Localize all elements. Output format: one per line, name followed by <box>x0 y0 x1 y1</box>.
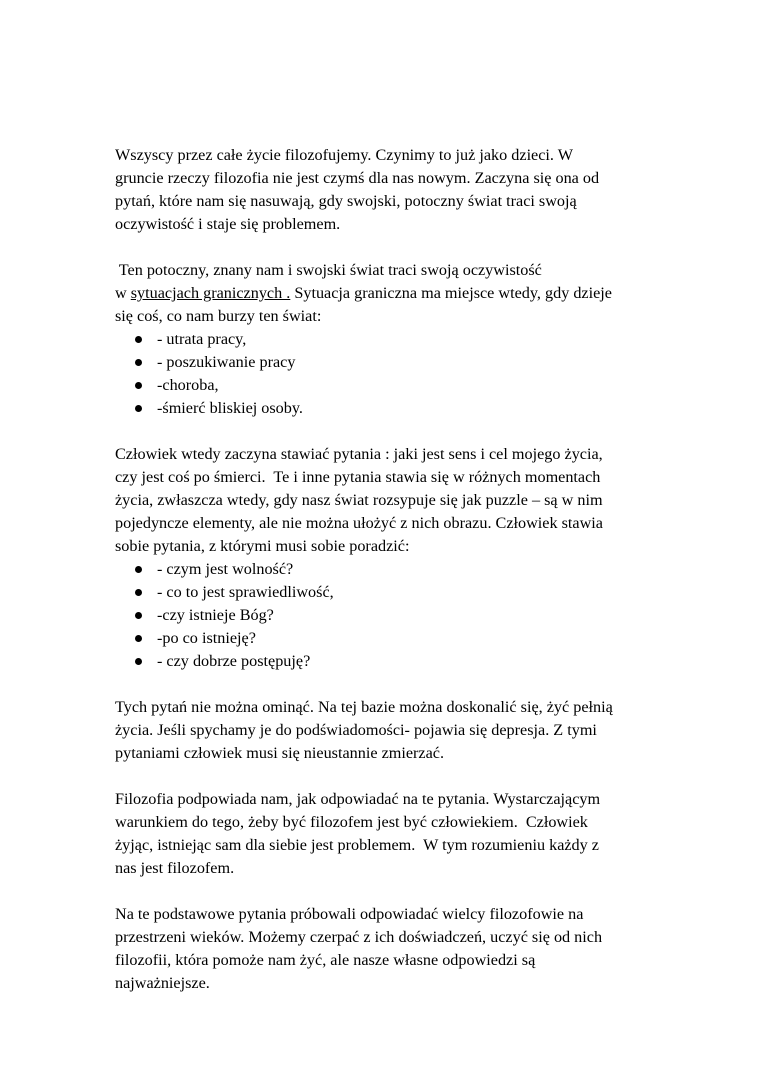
text-line: Na te podstawowe pytania próbowali odpowiadać wielcy filozofowie na <box>115 905 584 923</box>
list-item <box>115 650 675 673</box>
underlined-term: sytuacjach granicznych . <box>130 284 291 302</box>
list-item <box>115 558 675 581</box>
text-line: Ten potoczny, znany nam i swojski świat traci swoją oczywistość <box>115 261 542 279</box>
paragraph-spacer <box>115 236 675 259</box>
list-item-text: - utrata pracy, <box>157 330 247 348</box>
text-line: gruncie rzeczy filozofia nie jest czymś dla nas nowym. Zaczyna się ona od <box>115 169 600 187</box>
bullet-icon <box>135 336 142 343</box>
text-line: Człowiek wtedy zaczyna stawiać pytania : jaki jest sens i cel mojego życia, <box>115 445 603 463</box>
list-item-text: - czy dobrze postępuję? <box>157 652 311 670</box>
text-line: Tych pytań nie można ominąć. Na tej bazie można doskonalić się, żyć pełnią <box>115 698 613 716</box>
paragraph-spacer <box>115 673 675 696</box>
paragraph-spacer <box>115 880 675 903</box>
list-item <box>115 328 675 351</box>
bullet-icon <box>135 382 142 389</box>
text-line: sobie pytania, z którymi musi sobie poradzić: <box>115 537 410 555</box>
text-fragment: Sytuacja graniczna ma miejsce wtedy, gdy dzieje <box>290 284 612 302</box>
bullet-icon <box>135 566 142 573</box>
text-line: filozofii, która pomoże nam żyć, ale nasze własne odpowiedzi są <box>115 951 536 969</box>
paragraph-intro <box>115 144 675 236</box>
text-line: pojedyncze elementy, ale nie można ułożyć z nich obrazu. Człowiek stawia <box>115 514 603 532</box>
list-item <box>115 604 675 627</box>
text-line: Wszyscy przez całe życie filozofujemy. Czynimy to już jako dzieci. W <box>115 146 574 164</box>
list-item-text: - co to jest sprawiedliwość, <box>157 583 334 601</box>
paragraph-great-philosophers <box>115 903 675 995</box>
text-line: nas jest filozofem. <box>115 859 235 877</box>
text-line: warunkiem do tego, żeby być filozofem jest być człowiekiem. Człowiek <box>115 813 588 831</box>
text-line: żyjąc, istniejąc sam dla siebie jest problemem. W tym rozumieniu każdy z <box>115 836 599 854</box>
bullet-icon <box>135 359 142 366</box>
text-line: pytań, które nam się nasuwają, gdy swojski, potoczny świat traci swoją <box>115 192 577 210</box>
bullet-icon <box>135 635 142 642</box>
list-item-text: -choroba, <box>157 376 219 394</box>
list-item <box>115 581 675 604</box>
list-item-text: - poszukiwanie pracy <box>157 353 296 371</box>
list-item-text: -czy istnieje Bóg? <box>157 606 274 624</box>
text-line: Filozofia podpowiada nam, jak odpowiadać na te pytania. Wystarczającym <box>115 790 601 808</box>
text-line: czy jest coś po śmierci. Te i inne pytania stawia się w różnych momentach <box>115 468 601 486</box>
text-line <box>115 282 675 305</box>
bullet-icon <box>135 589 142 596</box>
paragraph-philosophy-answers <box>115 788 675 880</box>
list-item <box>115 351 675 374</box>
text-fragment: w <box>115 284 131 302</box>
paragraph-spacer <box>115 420 675 443</box>
bullet-list-questions <box>115 558 675 673</box>
list-item-text: -śmierć bliskiej osoby. <box>157 399 303 417</box>
paragraph-boundary-situations <box>115 259 675 328</box>
bullet-icon <box>135 405 142 412</box>
list-item-text: - czym jest wolność? <box>157 560 294 578</box>
paragraph-spacer <box>115 765 675 788</box>
paragraph-questions <box>115 443 675 558</box>
list-item <box>115 374 675 397</box>
text-line: najważniejsze. <box>115 974 210 992</box>
text-line: przestrzeni wieków. Możemy czerpać z ich doświadczeń, uczyć się od nich <box>115 928 603 946</box>
list-item <box>115 397 675 420</box>
list-item <box>115 627 675 650</box>
paragraph-unavoidable <box>115 696 675 765</box>
text-line: pytaniami człowiek musi się nieustannie zmierzać. <box>115 744 445 762</box>
list-item-text: -po co istnieję? <box>157 629 256 647</box>
bullet-list-situations <box>115 328 675 420</box>
text-line: życia. Jeśli spychamy je do podświadomości- pojawia się depresja. Z tymi <box>115 721 597 739</box>
bullet-icon <box>135 612 142 619</box>
document-body <box>115 144 675 995</box>
text-line: się coś, co nam burzy ten świat: <box>115 307 322 325</box>
text-line: życia, zwłaszcza wtedy, gdy nasz świat rozsypuje się jak puzzle – są w nim <box>115 491 603 509</box>
text-line: oczywistość i staje się problemem. <box>115 215 341 233</box>
bullet-icon <box>135 658 142 665</box>
